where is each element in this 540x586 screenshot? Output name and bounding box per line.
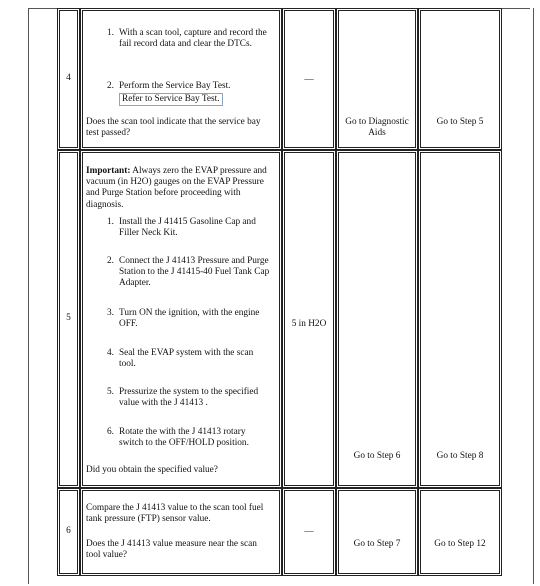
- important-text: Always zero the EVAP pressure and vacuum (in H2O) gauges on the EVAP Pressure and Purge Station before proceeding with diagnosis.: [86, 166, 267, 210]
- action-cell: 1. With a scan tool, capture and record the fail record data and clear the DTCs. 2. Perform the Service Bay Test. Refer to Service Bay Test. Does the scan tool indicate that the service bay test passed?: [80, 8, 282, 150]
- yes-cell: [336, 150, 418, 488]
- no-action: Go to Step 12: [434, 539, 486, 549]
- statement-text: Compare the J 41413 value to the scan tool fuel tank pressure (FTP) sensor value.: [86, 503, 264, 525]
- service-bay-test-link[interactable]: Refer to Service Bay Test.: [119, 93, 223, 106]
- value-cell: [282, 150, 336, 488]
- question-text: Does the J 41413 value measure near the scan tool value?: [86, 539, 257, 561]
- no-cell: [418, 150, 502, 488]
- step-number: 6: [66, 526, 71, 537]
- yes-action: Go to Step 6: [353, 451, 401, 461]
- no-cell: [418, 488, 502, 576]
- value-cell: [282, 488, 336, 576]
- yes-cell: [336, 8, 418, 150]
- no-action: Go to Step 5: [436, 117, 484, 127]
- step-number-cell: [57, 488, 80, 576]
- value-cell: [282, 8, 336, 150]
- step-number-cell: [57, 8, 80, 150]
- action-cell: [80, 488, 282, 576]
- important-note: [86, 166, 273, 211]
- step-number-cell: [57, 150, 80, 488]
- yes-action: Go to Step 7: [353, 539, 401, 549]
- yes-cell: [336, 488, 418, 576]
- no-cell: [418, 8, 502, 150]
- no-action: Go to Step 8: [436, 451, 484, 461]
- important-label: Important:: [86, 166, 131, 176]
- step-number: 5: [66, 313, 71, 324]
- value-text: —: [304, 75, 314, 85]
- question-text: Did you obtain the specified value?: [86, 465, 218, 475]
- yes-action: Go to Diagnostic Aids: [345, 117, 409, 139]
- step-number: 4: [66, 73, 71, 84]
- value-text: 5 in H2O: [291, 319, 327, 329]
- value-text: —: [304, 527, 314, 537]
- question-text: Does the scan tool indicate that the service bay test passed?: [86, 117, 261, 139]
- action-cell: Important: Always zero the EVAP pressure and vacuum (in H2O) gauges on the EVAP Pressure and Purge Station before proceeding with diagnosis. 1. Install the J 41415 Gasoline Cap and Filler Neck Kit. 2. Connect the J 41413 Pressure and Purge Station to the J 41415-40 Fuel Tank Cap Adapter. 3. Turn ON the ignition, with the engine OFF. 4. Seal the EVAP system with the scan tool. 5. Pressurize the system to the specified value with the J 41413 . 6. Rotate the with the J 41413 rotary switch to the OFF/HOLD position. Did you obtain the specified value?: [80, 150, 282, 488]
